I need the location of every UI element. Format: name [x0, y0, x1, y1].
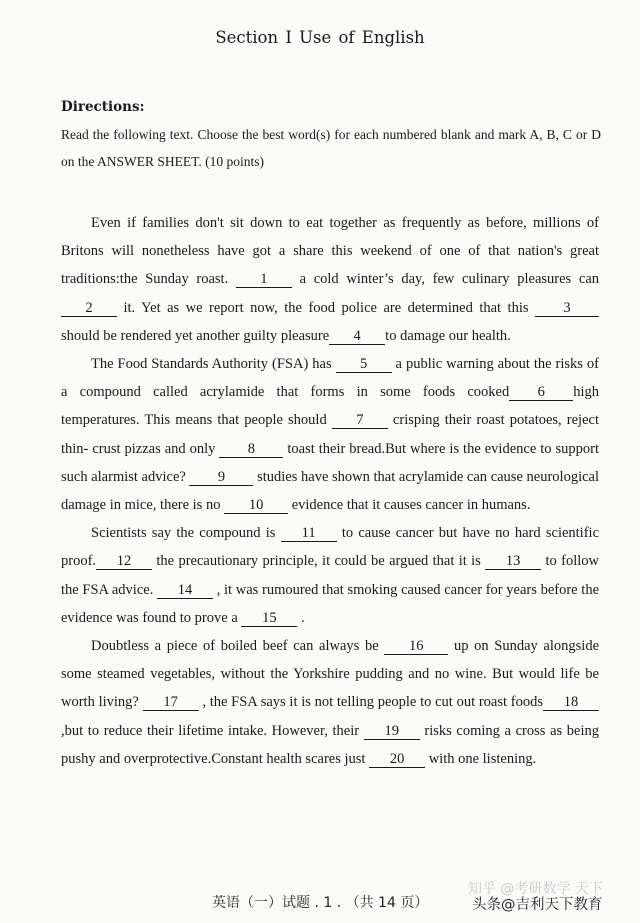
blank-8: 8 [219, 441, 283, 458]
passage-text: to cause cancer but have no hard scientific proof. [61, 525, 600, 570]
directions-text: Read the following text. Choose the best word(s) for each numbered blank and mark A, B, C or D on the ANSWER SHEET. (10 points) [61, 127, 601, 169]
blank-2: 2 [61, 300, 117, 317]
passage-text: The Food Standards Authority (FSA) has [91, 356, 336, 373]
blank-16: 16 [384, 638, 448, 655]
passage-text: a public warning about the risks of a compound called acrylamide that forms in some foods cooked [61, 356, 600, 401]
passage-text: risks coming a cross as being pushy and overprotective.Constant health scares just [61, 722, 600, 767]
paragraph-4 [61, 632, 599, 773]
passage-text: to damage our health. [385, 327, 511, 344]
cloze-passage [61, 209, 599, 773]
source-watermark: 头条@吉利天下教育 [472, 897, 603, 913]
blank-15: 15 [241, 610, 297, 627]
passage-text: Doubtless a piece of boiled beef can always be [91, 638, 385, 655]
blank-7: 7 [332, 412, 388, 429]
passage-text: high temperatures. This means that people should [61, 384, 599, 429]
passage-text: Even if families don't sit down to eat together as frequently as before, millions of Britons will nonetheless have got a share this weekend of one of that nation's great traditions:the Sunday roast. [61, 215, 599, 288]
passage-text: with one listening. [425, 750, 537, 767]
blank-17: 17 [143, 694, 199, 711]
passage-text: a cold winter’s day, few culinary pleasures can [291, 271, 600, 288]
blank-19: 19 [364, 723, 420, 740]
blank-10: 10 [224, 497, 288, 514]
blank-1: 1 [236, 271, 292, 288]
passage-text: evidence that it causes cancer in humans. [288, 497, 531, 514]
blank-5: 5 [336, 356, 392, 373]
page-footer: 英语（一）试题 . 1 . （共 14 页） [212, 895, 429, 911]
passage-text: up on Sunday alongside some steamed vegetables, without the Yorkshire pudding and no wine. But would life be worth living? [61, 638, 599, 711]
paragraph-2 [61, 350, 599, 519]
blank-3: 3 [535, 300, 599, 317]
passage-text: crisping their roast potatoes, reject thin- crust pizzas and only [61, 412, 599, 457]
passage-text: ,but to reduce their lifetime intake. However, their [61, 722, 364, 739]
faded-watermark: 知乎 @考研数学 天下 [468, 881, 603, 897]
passage-text: it. Yet as we report now, the food police are determined that this [117, 299, 535, 316]
passage-text: to follow the FSA advice. [61, 553, 600, 598]
blank-20: 20 [369, 751, 425, 768]
blank-14: 14 [157, 582, 213, 599]
passage-text: studies have shown that acrylamide can cause neurological damage in mice, there is no [61, 468, 599, 514]
paragraph-1 [61, 209, 599, 350]
passage-text: , the FSA says it is not telling people to cut out roast foods [198, 694, 543, 711]
blank-9: 9 [189, 469, 253, 486]
passage-text: toast their bread.But where is the evidence to support such alarmist advice? [61, 440, 599, 485]
passage-text: the precautionary principle, it could be argued that it is [152, 553, 486, 570]
blank-18: 18 [543, 694, 599, 711]
directions-heading: Directions: [61, 99, 145, 115]
directions-block [61, 99, 601, 175]
blank-11: 11 [281, 525, 337, 542]
paragraph-3 [61, 519, 599, 632]
passage-text: , it was rumoured that smoking caused cancer for years before the evidence was found to prove a [61, 581, 600, 626]
blank-6: 6 [509, 384, 573, 401]
blank-4: 4 [329, 328, 385, 345]
passage-text: should be rendered yet another guilty pleasure [61, 327, 330, 344]
blank-13: 13 [485, 553, 541, 570]
passage-text: Scientists say the compound is [91, 525, 281, 542]
passage-text: . [297, 609, 305, 626]
section-title: Section Ⅰ Use of English [215, 28, 425, 47]
blank-12: 12 [96, 553, 152, 570]
